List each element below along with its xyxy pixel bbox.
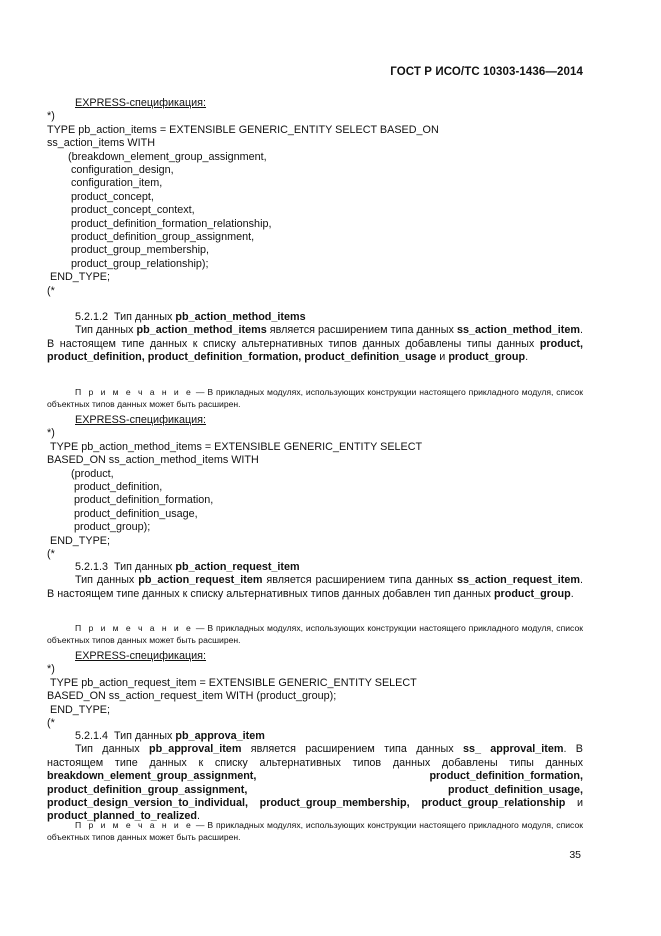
- code-line: product_group);: [74, 521, 151, 534]
- code-line: END_TYPE;: [50, 703, 110, 716]
- code-line: *): [47, 110, 55, 123]
- code-line: (*: [47, 284, 55, 297]
- express-label: EXPRESS-спецификация:: [75, 97, 207, 109]
- express-block-2: [47, 414, 583, 561]
- code-line: TYPE pb_action_method_items = EXTENSIBLE GENERIC_ENTITY SELECT: [50, 440, 423, 453]
- express-label: EXPRESS-спецификация:: [75, 414, 207, 426]
- code-line: product_definition_group_assignment,: [71, 231, 255, 244]
- code-line: (*: [47, 548, 55, 561]
- page-number: 35: [569, 849, 581, 861]
- code-line: product_definition_formation,: [74, 494, 214, 507]
- section-heading: 5.2.1.3 Тип данных pb_action_request_item: [75, 561, 300, 573]
- section-5-2-1-2: [47, 311, 583, 365]
- code-line: configuration_design,: [71, 164, 174, 177]
- page-header: ГОСТ Р ИСО/ТС 10303-1436—2014: [390, 66, 583, 78]
- code-line: product_group_relationship);: [71, 257, 209, 270]
- code-line: BASED_ON ss_action_method_items WITH: [47, 454, 259, 467]
- section-heading: 5.2.1.4 Тип данных pb_approva_item: [75, 730, 265, 742]
- section-5-2-1-4: [47, 730, 583, 824]
- code-line: END_TYPE;: [50, 534, 110, 547]
- section-paragraph: Тип данных pb_action_method_items является расширением типа данных ss_action_method_item. В настоящем типе данных к списку альтернативных типов данных добавлены типы данных product, product_definition, product_definition_formation, product_definition_usage и product_group.: [47, 324, 583, 364]
- code-line: product_definition,: [74, 481, 163, 494]
- section-paragraph: Тип данных pb_approval_item является расширением типа данных ss_ approval_item. В настоящем типе данных к списку альтернативных типов данных добавлены типы данных breakdown_element_group_assignment, product_definition_formation, product_definition_group_assignment, product_definition_usage, product_design_version_to_individual, product_group_membership, product_group_relationship и product_planned_to_realized.: [47, 743, 584, 823]
- code-line: (*: [47, 717, 55, 730]
- code-line: product_definition_formation_relationship,: [71, 217, 272, 230]
- code-line: ss_action_items WITH: [47, 137, 155, 150]
- code-line: (product,: [71, 467, 114, 480]
- code-line: product_group_membership,: [71, 244, 210, 257]
- section-paragraph: Тип данных pb_action_request_item является расширением типа данных ss_action_request_item. В настоящем типе данных к списку альтернативных типов данных добавлен тип данных product_group.: [47, 574, 583, 600]
- code-line: (breakdown_element_group_assignment,: [68, 150, 267, 163]
- note-2: П р и м е ч а н и е — В прикладных модулях, использующих конструкции настоящего прикладного модуля, список объектных типов данных может быть расширен.: [47, 623, 583, 645]
- code-line: TYPE pb_action_request_item = EXTENSIBLE GENERIC_ENTITY SELECT: [50, 676, 417, 689]
- code-line: product_definition_usage,: [74, 507, 198, 520]
- express-block-1: [47, 97, 583, 298]
- code-line: BASED_ON ss_action_request_item WITH (product_group);: [47, 690, 337, 703]
- code-line: END_TYPE;: [50, 271, 110, 284]
- note-3: П р и м е ч а н и е — В прикладных модулях, использующих конструкции настоящего прикладного модуля, список объектных типов данных может быть расширен.: [47, 820, 583, 842]
- code-line: product_concept,: [71, 190, 154, 203]
- express-label: EXPRESS-спецификация:: [75, 650, 207, 662]
- note-1: П р и м е ч а н и е — В прикладных модулях, использующих конструкции настоящего прикладного модуля, список объектных типов данных может быть расширен.: [47, 387, 583, 409]
- code-line: TYPE pb_action_items = EXTENSIBLE GENERIC_ENTITY SELECT BASED_ON: [47, 123, 439, 136]
- code-line: *): [47, 663, 55, 676]
- code-line: configuration_item,: [71, 177, 163, 190]
- section-heading: 5.2.1.2 Тип данных pb_action_method_items: [75, 311, 306, 323]
- express-block-3: [47, 650, 583, 730]
- code-line: *): [47, 427, 55, 440]
- section-5-2-1-3: [47, 561, 583, 601]
- code-line: product_concept_context,: [71, 204, 195, 217]
